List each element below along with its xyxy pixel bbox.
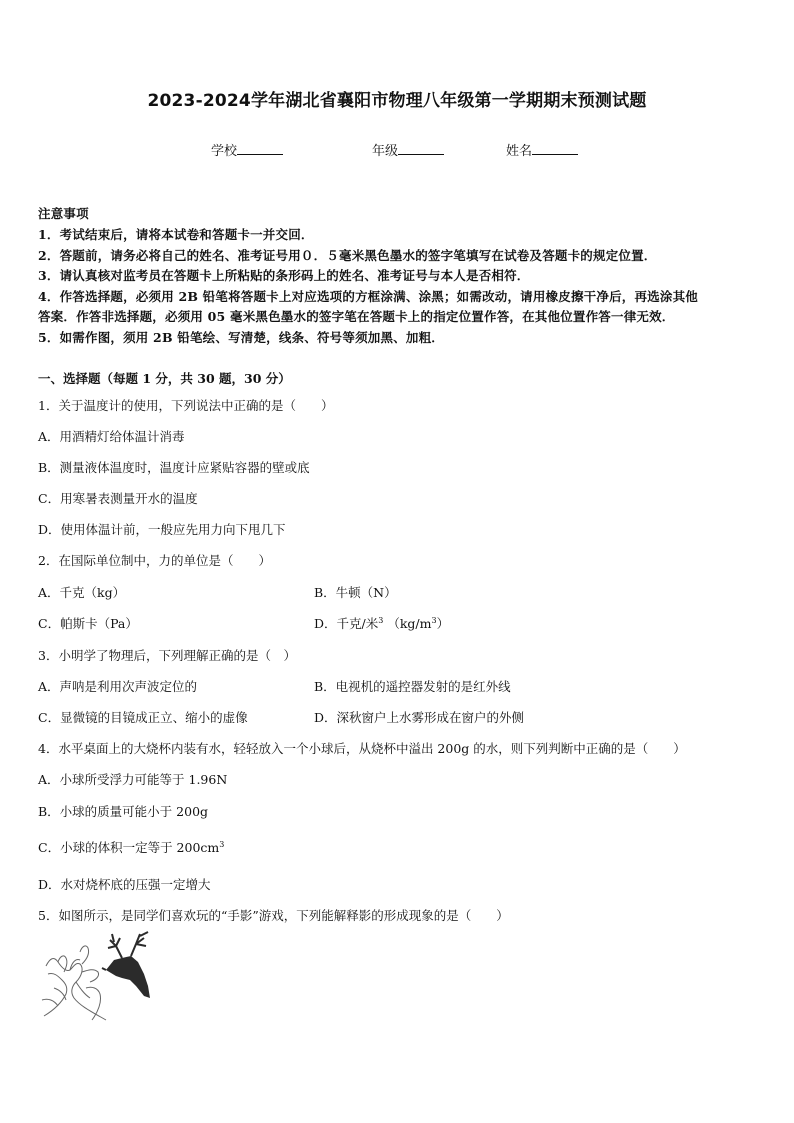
deer-shadow [102, 932, 150, 998]
option-d: D．深秋窗户上水雾形成在窗户的外侧 [314, 710, 525, 725]
name-field [506, 140, 578, 159]
option-d-close: ） [436, 616, 450, 631]
name-blank[interactable] [532, 142, 578, 155]
note-item: 3．请认真核对监考员在答题卡上所粘贴的条形码上的姓名、准考证号与本人是否相符． [38, 268, 530, 283]
option-c: C．用寒暑表测量开水的温度 [38, 491, 198, 506]
option-b: B．牛顿（N） [314, 585, 397, 600]
grade-field [372, 140, 444, 159]
option-a: A．千克（kg） [38, 585, 126, 600]
grade-label: 年级 [372, 144, 399, 159]
option-b: B．测量液体温度时，温度计应紧贴容器的壁或底 [38, 460, 310, 475]
option-d-text: D．千克/米 [314, 616, 379, 631]
grade-blank[interactable] [398, 142, 444, 155]
school-label: 学校 [211, 144, 238, 159]
option-b: B．小球的质量可能小于 200g [38, 804, 209, 819]
note-item: 5．如需作图，须用 2B 铅笔绘、写清楚，线条、符号等须加黑、加粗． [38, 330, 444, 345]
option-d [314, 614, 449, 632]
exam-title: 2023-2024学年湖北省襄阳市物理八年级第一学期期末预测试题 [147, 91, 647, 111]
option-c-text: C．小球的体积一定等于 200cm [38, 840, 220, 855]
option-d: D．水对烧杯底的压强一定增大 [38, 877, 211, 892]
section-heading: 一、选择题（每题 1 分，共 30 题，30 分） [38, 371, 291, 386]
note-item: 答案．作答非选择题，必须用 05 毫米黑色墨水的签字笔在答题卡上的指定位置作答，在其他位置作答一律无效． [38, 309, 675, 324]
option-d-unit: （kg/m [387, 616, 432, 631]
school-field [211, 140, 283, 159]
question-stem: 5．如图所示，是同学们喜欢玩的“手影”游戏，下列能解释影的形成现象的是（ ） [38, 908, 509, 923]
note-item: 4．作答选择题，必须用 2B 铅笔将答题卡上对应选项的方框涂满、涂黑；如需改动，请用橡皮擦干净后，再选涂其他 [38, 289, 698, 304]
question-stem: 3．小明学了物理后，下列理解正确的是（ ） [38, 648, 296, 663]
superscript: 3 [378, 615, 384, 625]
note-item: 2．答题前，请务必将自己的姓名、准考证号用０．５毫米黑色墨水的签字笔填写在试卷及答题卡的规定位置． [38, 248, 657, 263]
option-c: C．显微镜的目镜成正立、缩小的虚像 [38, 710, 248, 725]
superscript: 3 [219, 839, 225, 849]
question-stem: 2．在国际单位制中，力的单位是（ ） [38, 553, 271, 568]
option-b: B．电视机的遥控器发射的是红外线 [314, 679, 511, 694]
name-label: 姓名 [506, 144, 533, 159]
option-d: D．使用体温计前，一般应先用力向下甩几下 [38, 522, 286, 537]
school-blank[interactable] [237, 142, 283, 155]
hands-outline [42, 946, 106, 1020]
option-c: C．帕斯卡（Pa） [38, 616, 138, 631]
question-stem: 4．水平桌面上的大烧杯内装有水，轻轻放入一个小球后，从烧杯中溢出 200g 的水，则下列判断中正确的是（ ） [38, 741, 686, 756]
hand-shadow-figure [36, 928, 156, 1028]
notes-heading: 注意事项 [38, 206, 89, 221]
option-a: A．声呐是利用次声波定位的 [38, 679, 198, 694]
question-stem: 1．关于温度计的使用，下列说法中正确的是（ ） [38, 398, 334, 413]
note-item: 1．考试结束后，请将本试卷和答题卡一并交回． [38, 227, 314, 242]
option-a: A．小球所受浮力可能等于 1.96N [38, 772, 228, 787]
option-c [38, 838, 224, 856]
superscript: 3 [431, 615, 437, 625]
option-a: A．用酒精灯给体温计消毒 [38, 429, 185, 444]
